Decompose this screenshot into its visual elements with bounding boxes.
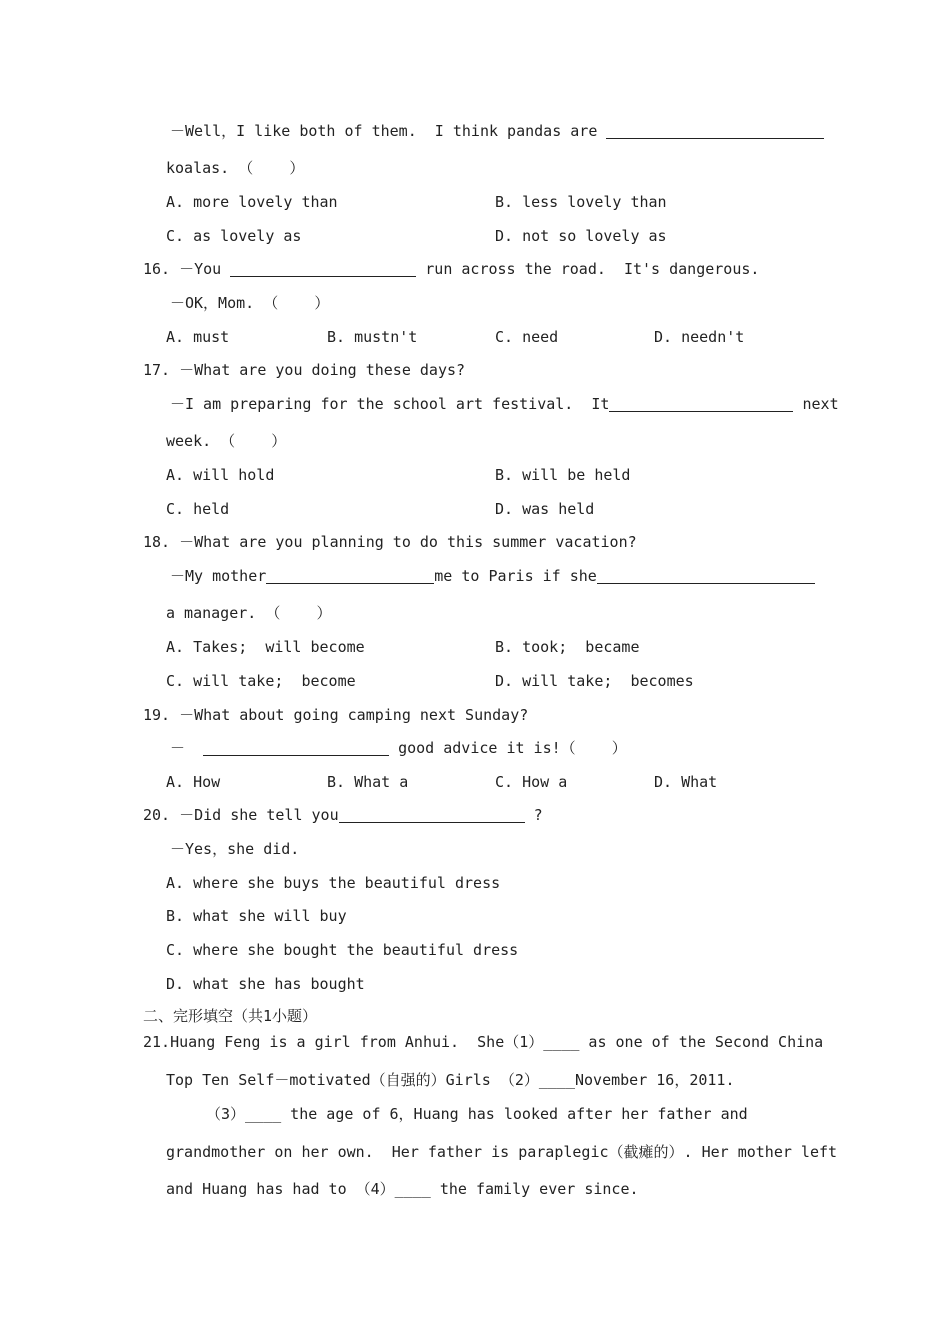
q17-answer-blank[interactable] [609, 395, 793, 412]
q19-option-a: A. How [166, 773, 221, 791]
q20-reply: －Yes，she did. [170, 840, 300, 858]
q17-option-c: C. held [166, 500, 230, 518]
q20-text-post: ? [524, 806, 543, 824]
q15-answer-blank[interactable] [606, 122, 824, 139]
q16-answer-blank[interactable] [230, 260, 416, 277]
q18-option-a: A. Takes; will become [166, 638, 365, 656]
q15-line2: koalas. （ ） [166, 159, 305, 177]
q19-text-post: good advice it is!（ ） [389, 739, 627, 757]
q15-line1 [170, 121, 824, 141]
q18-text-mid: me to Paris if she [434, 567, 597, 585]
q16-option-c: C. need [495, 328, 559, 346]
q17-line3: week. （ ） [166, 432, 287, 450]
q19-line2 [170, 738, 627, 758]
q18-line2 [170, 566, 815, 586]
q16-reply: －OK，Mom. （ ） [170, 294, 330, 312]
q16-text-post: run across the road. It's dangerous. [416, 260, 760, 278]
q18-option-c: C. will take; become [166, 672, 356, 690]
q15-text: －Well，I like both of them. I think pandas are [170, 122, 607, 140]
q19-option-c: C. How a [495, 773, 568, 791]
q17-option-d: D. was held [495, 500, 595, 518]
q17-line2 [170, 394, 839, 414]
q18-line1: 18. －What are you planning to do this summer vacation? [143, 533, 637, 551]
q18-answer-blank-2[interactable] [597, 567, 815, 584]
q17-option-b: B. will be held [495, 466, 631, 484]
q20-option-b: B. what she will buy [166, 907, 347, 925]
q21-line5: and Huang has had to （4）____ the family ever since. [166, 1180, 639, 1198]
section-heading: 二、完形填空（共1小题） [143, 1007, 318, 1025]
q20-line1 [143, 805, 543, 825]
q15-option-c: C. as lovely as [166, 227, 302, 245]
q16-text-pre: 16. －You [143, 260, 231, 278]
q20-answer-blank[interactable] [339, 806, 525, 823]
q20-option-a: A. where she buys the beautiful dress [166, 874, 501, 892]
q15-option-a: A. more lovely than [166, 193, 338, 211]
q17-text-pre: －I am preparing for the school art festival. It [170, 395, 610, 413]
q20-option-d: D. what she has bought [166, 975, 365, 993]
q19-line1: 19. －What about going camping next Sunday? [143, 706, 529, 724]
q19-answer-blank[interactable] [203, 739, 389, 756]
q20-text-pre: 20. －Did she tell you [143, 806, 339, 824]
q20-option-c: C. where she bought the beautiful dress [166, 941, 519, 959]
q21-line4: grandmother on her own. Her father is paraplegic（截瘫的）. Her mother left [166, 1143, 838, 1161]
q16-option-b: B. mustn't [327, 328, 418, 346]
q16-line1 [143, 259, 759, 279]
q16-option-a: A. must [166, 328, 230, 346]
q15-option-b: B. less lovely than [495, 193, 667, 211]
q19-option-b: B. What a [327, 773, 409, 791]
q21-line1: 21.Huang Feng is a girl from Anhui. She（1）____ as one of the Second China [143, 1033, 824, 1051]
q18-option-d: D. will take; becomes [495, 672, 694, 690]
q18-text-pre: －My mother [170, 567, 267, 585]
q16-option-d: D. needn't [654, 328, 745, 346]
q17-line1: 17. －What are you doing these days? [143, 361, 466, 379]
q19-text-pre: － [170, 739, 204, 757]
q21-line3: （3）____ the age of 6，Huang has looked after her father and [206, 1105, 748, 1123]
q15-option-d: D. not so lovely as [495, 227, 667, 245]
q18-answer-blank-1[interactable] [266, 567, 434, 584]
q17-option-a: A. will hold [166, 466, 275, 484]
q18-option-b: B. took; became [495, 638, 640, 656]
q19-option-d: D. What [654, 773, 718, 791]
q21-line2: Top Ten Self－motivated（自强的）Girls （2）____November 16，2011. [166, 1071, 735, 1089]
q17-text-post: next [793, 395, 839, 413]
q18-line3: a manager. （ ） [166, 604, 332, 622]
